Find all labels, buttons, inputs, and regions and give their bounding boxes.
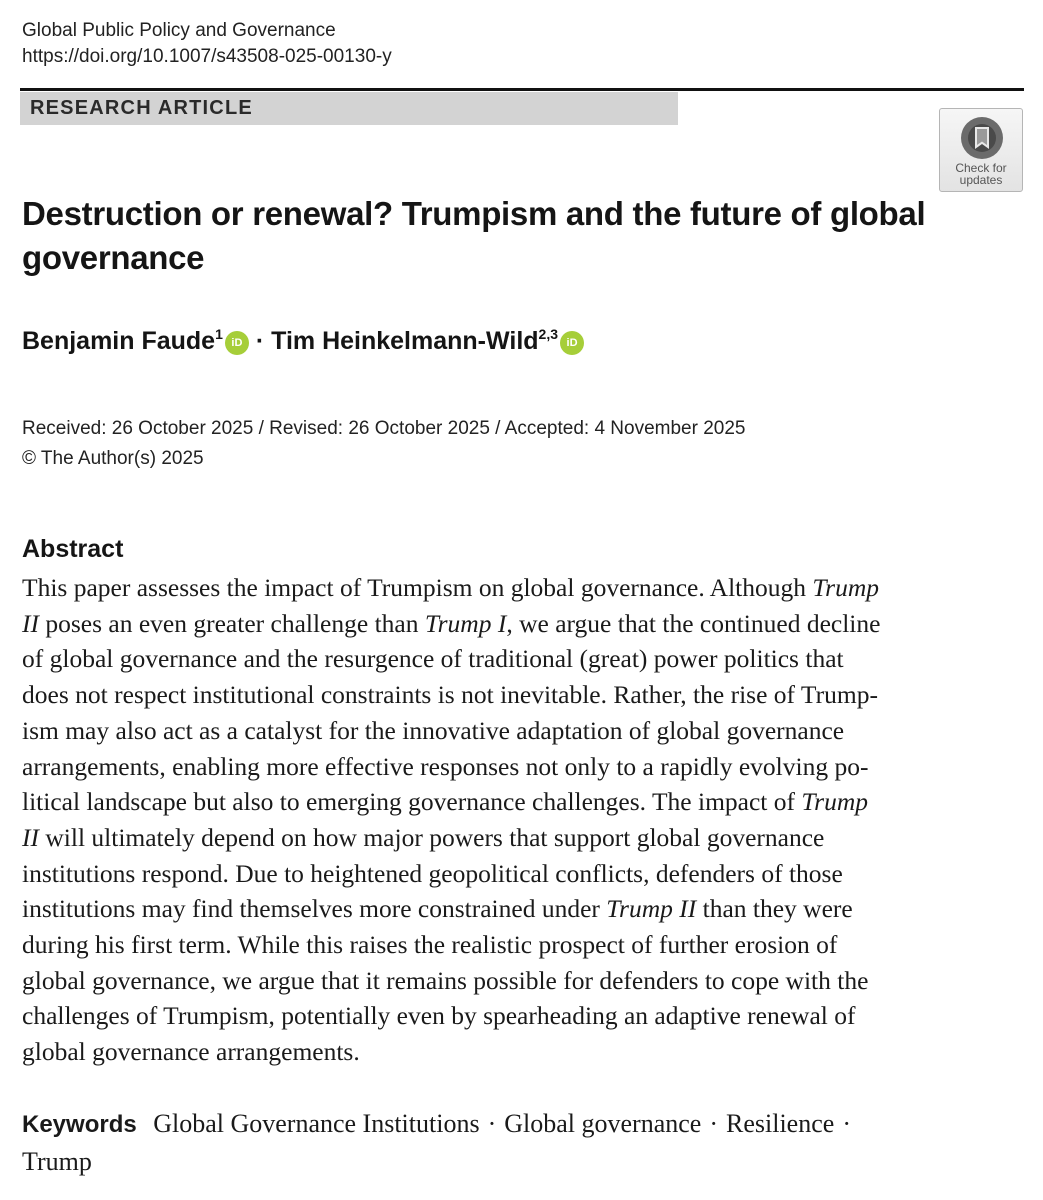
check-updates-icon [959,115,1005,161]
abstract-line: arrangements, enabling more effective responses not only to a rapidly evolving po- [22,751,869,781]
header-rule [20,88,1024,91]
keyword[interactable]: Global Governance Institutions [153,1109,480,1138]
keyword-separator: · [709,1109,719,1138]
abstract-line: institutions respond. Due to heightened geopolitical conflicts, defenders of those [22,858,843,888]
abstract-line: institutions may find themselves more constrained under Trump II than they were [22,894,853,924]
abstract-line: challenges of Trumpism, potentially even by spearheading an adaptive renewal of [22,1001,856,1031]
keyword-separator: · [842,1109,851,1138]
author-affiliation: 1 [215,326,223,342]
history-dates: Received: 26 October 2025 / Revised: 26 October 2025 / Accepted: 4 November 2025 [22,418,746,439]
abstract-line: litical landscape but also to emerging governance challenges. The impact of Trump [22,787,868,817]
journal-name: Global Public Policy and Governance [22,20,336,41]
copyright-line: © The Author(s) 2025 [22,448,204,469]
abstract-line: of global governance and the resurgence of traditional (great) power politics that [22,644,844,674]
article-type-banner [20,92,678,125]
author-name[interactable]: Tim Heinkelmann-Wild [271,327,539,355]
abstract-line: global governance arrangements. [22,1037,360,1067]
keywords-label: Keywords [22,1111,137,1138]
author-affiliation: 2,3 [538,326,559,342]
keyword-separator: · [487,1109,497,1138]
abstract-line: global governance, we argue that it remains possible for defenders to cope with the [22,965,869,995]
article-title: Destruction or renewal? Trumpism and the future of global governance [22,195,926,276]
keywords-section [22,1105,1024,1180]
abstract-line: II poses an even greater challenge than Trump I, we argue that the continued decline [22,608,881,638]
author-list [22,323,584,359]
doi-link[interactable]: https://doi.org/10.1007/s43508-025-00130-y [22,46,392,67]
abstract-line: II will ultimately depend on how major powers that support global governance [22,822,825,852]
abstract-line: does not respect institutional constraints is not inevitable. Rather, the rise of Trump- [22,680,878,710]
journal-header [22,18,392,70]
abstract-heading: Abstract [22,535,124,563]
abstract-text [22,570,1024,1070]
article-dates [22,414,746,474]
keyword[interactable]: Global governance [504,1109,702,1138]
orcid-icon[interactable]: iD [225,331,249,355]
keyword[interactable]: Trump [22,1147,92,1176]
abstract-line: during his first term. While this raises the realistic prospect of further erosion of [22,930,838,960]
article-type-label: RESEARCH ARTICLE [30,97,253,119]
check-updates-line1: Check for [955,161,1007,175]
abstract-line: ism may also act as a catalyst for the innovative adaptation of global governance [22,715,845,745]
keyword[interactable]: Resilience [726,1109,835,1138]
author-separator: · [255,327,265,355]
abstract-line: This paper assesses the impact of Trumpism on global governance. Although Trump [22,573,880,602]
author-name[interactable]: Benjamin Faude [22,327,216,355]
check-for-updates-badge[interactable] [939,108,1023,192]
check-updates-line2: updates [959,173,1003,187]
orcid-icon[interactable]: iD [560,331,584,355]
